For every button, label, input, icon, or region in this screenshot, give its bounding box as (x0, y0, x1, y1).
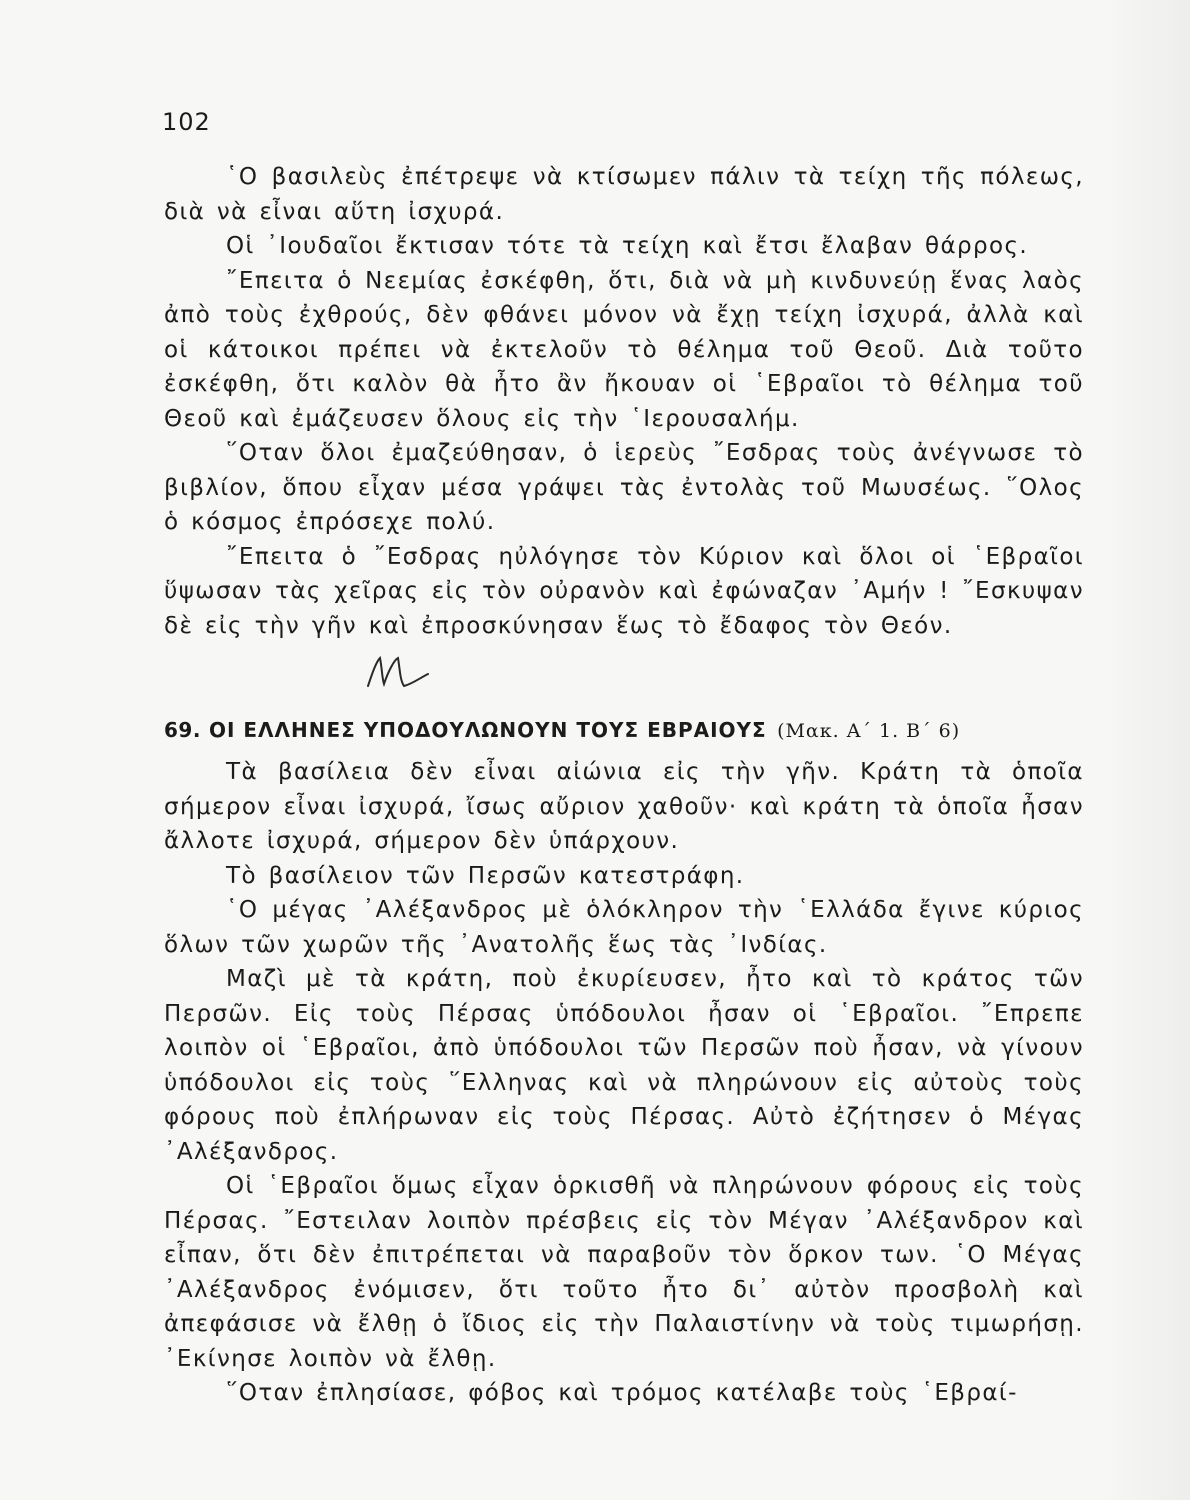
section-two-text (164, 755, 1084, 1411)
section-title: ΟΙ ΕΛΛΗΝΕΣ ΥΠΟΔΟΥΛΩΝΟΥΝ ΤΟΥΣ ΕΒΡΑΙΟΥΣ (208, 718, 767, 742)
handwritten-mark-icon (362, 652, 432, 692)
paragraph: ῾Ο μέγας ᾽Αλέξανδρος μὲ ὁλόκληρον τὴν ῾Ελλάδα ἔγινε κύριος ὅλων τῶν χωρῶν τῆς ᾽Ανατολῆς ἕως τὰς ᾽Ινδίας. (164, 897, 1084, 958)
paragraph: ῞Οταν ἐπλησίασε, φόβος καὶ τρόμος κατέλαβε τοὺς ῾Εβραί- (226, 1380, 1018, 1406)
page-edge-shadow (1100, 0, 1190, 1500)
section-heading (164, 716, 1094, 745)
paragraph: Οἱ ᾽Ιουδαῖοι ἔκτισαν τότε τὰ τείχη καὶ ἔτσι ἔλαβαν θάρρος. (226, 233, 1029, 259)
paragraph: ῞Οταν ὅλοι ἐμαζεύθησαν, ὁ ἱερεὺς ῎Εσδρας τοὺς ἀνέγνωσε τὸ βιβλίον, ὅπου εἶχαν μέσα γράψει τὰς ἐντολὰς τοῦ Μωυσέως. ῞Ολος ὁ κόσμος ἐπρόσεχε πολύ. (164, 440, 1084, 535)
section-one-text (164, 160, 1084, 643)
page-number: 102 (162, 108, 211, 136)
paragraph: Τὰ βασίλεια δὲν εἶναι αἰώνια εἰς τὴν γῆν. Κράτη τὰ ὁποῖα σήμερον εἶναι ἰσχυρά, ἴσως αὔριον χαθοῦν· καὶ κράτη τὰ ὁποῖα ἦσαν ἄλλοτε ἰσχυρά, σήμερον δὲν ὑπάρχουν. (164, 759, 1084, 854)
section-number: 69. (164, 718, 201, 742)
paragraph: Οἱ ῾Εβραῖοι ὅμως εἶχαν ὁρκισθῆ νὰ πληρώνουν φόρους εἰς τοὺς Πέρσας. ῎Εστειλαν λοιπὸν πρέσβεις εἰς τὸν Μέγαν ᾽Αλέξανδρον καὶ εἶπαν, ὅτι δὲν ἐπιτρέπεται νὰ παραβοῦν τὸν ὅρκον των. ῾Ο Μέγας ᾽Αλέξανδρος ἐνόμισεν, ὅτι τοῦτο ἦτο δι᾽ αὐτὸν προσβολὴ καὶ ἀπεφάσισε νὰ ἔλθῃ ὁ ἴδιος εἰς τὴν Παλαιστίνην νὰ τοὺς τιμωρήσῃ. ᾽Εκίνησε λοιπὸν νὰ ἔλθῃ. (164, 1173, 1084, 1372)
paragraph: ῎Επειτα ὁ Νεεμίας ἐσκέφθη, ὅτι, διὰ νὰ μὴ κινδυνεύῃ ἕνας λαὸς ἀπὸ τοὺς ἐχθρούς, δὲν φθάνει μόνον νὰ ἔχῃ τείχη ἰσχυρά, ἀλλὰ καὶ οἱ κάτοικοι πρέπει νὰ ἐκτελοῦν τὸ θέλημα τοῦ Θεοῦ. Διὰ τοῦτο ἐσκέφθη, ὅτι καλὸν θὰ ἦτο ἂν ἤκουαν οἱ ῾Εβραῖοι τὸ θέλημα τοῦ Θεοῦ καὶ ἐμάζευσεν ὅλους εἰς τὴν ῾Ιερουσαλήμ. (164, 267, 1084, 432)
paragraph: Τὸ βασίλειον τῶν Περσῶν κατεστράφη. (226, 862, 745, 889)
scripture-reference: (Μακ. Α΄ 1. Β΄ 6) (777, 720, 961, 742)
paragraph: Μαζὶ μὲ τὰ κράτη, ποὺ ἐκυρίευσεν, ἦτο καὶ τὸ κράτος τῶν Περσῶν. Εἰς τοὺς Πέρσας ὑπόδουλοι ἦσαν οἱ ῾Εβραῖοι. ῎Επρεπε λοιπὸν οἱ ῾Εβραῖοι, ἀπὸ ὑπόδουλοι τῶν Περσῶν ποὺ ἦσαν, νὰ γίνουν ὑπόδουλοι εἰς τοὺς ῞Ελληνας καὶ νὰ πληρώνουν εἰς αὐτοὺς τοὺς φόρους ποὺ ἐπλήρωναν εἰς τοὺς Πέρσας. Αὐτὸ ἐζήτησεν ὁ Μέγας ᾽Αλέξανδρος. (164, 966, 1084, 1165)
paragraph: ῎Επειτα ὁ ῎Εσδρας ηὐλόγησε τὸν Κύριον καὶ ὅλοι οἱ ῾Εβραῖοι ὕψωσαν τὰς χεῖρας εἰς τὸν οὐρανὸν καὶ ἐφώναζαν ᾽Αμήν ! ῎Εσκυψαν δὲ εἰς τὴν γῆν καὶ ἐπροσκύνησαν ἕως τὸ ἔδαφος τὸν Θεόν. (164, 543, 1084, 639)
paragraph: ῾Ο βασιλεὺς ἐπέτρεψε νὰ κτίσωμεν πάλιν τὰ τείχη τῆς πόλεως, διὰ νὰ εἶναι αὕτη ἰσχυρά. (164, 164, 1084, 225)
